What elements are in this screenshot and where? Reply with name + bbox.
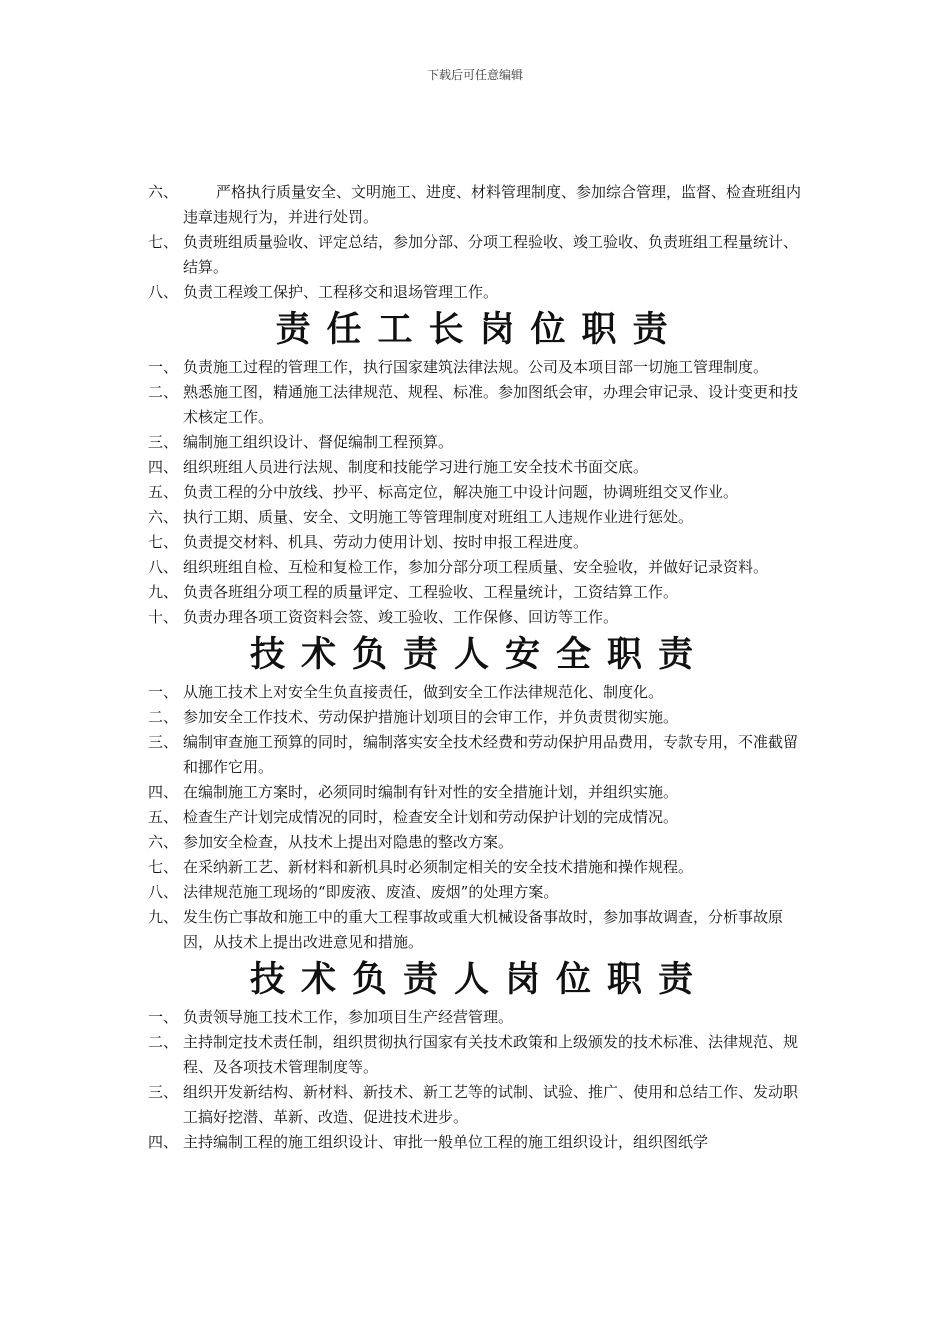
item-text: 组织开发新结构、新材料、新技术、新工艺等的试制、试验、推广、使用和总结工作、发动职工搞好挖潜、革新、改造、促进技术进步。 — [183, 1083, 799, 1126]
item-number: 一、 — [148, 1008, 179, 1026]
item-number: 九、 — [148, 908, 179, 926]
document-body — [148, 180, 803, 1155]
list-item — [148, 705, 803, 730]
list-item — [148, 180, 803, 230]
item-text: 负责工程的分中放线、抄平、标高定位，解决施工中设计问题，协调班组交叉作业。 — [183, 483, 739, 501]
item-text: 编制施工组织设计、督促编制工程预算。 — [183, 433, 454, 451]
list-item — [148, 1005, 803, 1030]
list-item — [148, 555, 803, 580]
item-text: 组织班组人员进行法规、制度和技能学习进行施工安全技术书面交底。 — [183, 458, 649, 476]
list-item — [148, 905, 803, 955]
page-header: 下载后可任意编辑 — [426, 68, 523, 82]
item-text: 熟悉施工图，精通施工法律规范、规程、标准。参加图纸会审，办理会审记录、设计变更和技术核定工作。 — [183, 383, 799, 426]
list-item — [148, 455, 803, 480]
section-continuation — [148, 180, 803, 305]
list-item — [148, 1030, 803, 1080]
list-item — [148, 780, 803, 805]
item-number: 四、 — [148, 1133, 179, 1151]
section-title: 技术负责人安全职责 — [249, 634, 709, 675]
list-item — [148, 830, 803, 855]
item-text: 负责领导施工技术工作，参加项目生产经营管理。 — [183, 1008, 514, 1026]
item-text: 负责提交材料、机具、劳动力使用计划、按时申报工程进度。 — [183, 533, 589, 551]
item-number: 五、 — [148, 483, 179, 501]
list-item — [148, 505, 803, 530]
item-number: 三、 — [148, 733, 179, 751]
list-item — [148, 605, 803, 630]
item-text: 负责办理各项工资资料会签、竣工验收、工作保修、回访等工作。 — [183, 608, 619, 626]
section-title: 技术负责人岗位职责 — [249, 959, 709, 1000]
item-number: 五、 — [148, 808, 179, 826]
item-number: 六、 — [148, 833, 179, 851]
item-number: 三、 — [148, 433, 179, 451]
section-tech-safety-duties — [148, 680, 803, 955]
item-text: 法律规范施工现场的“即废液、废渣、废烟”的处理方案。 — [183, 883, 559, 901]
item-text: 参加安全检查，从技术上提出对隐患的整改方案。 — [183, 833, 514, 851]
item-text: 参加安全工作技术、劳动保护措施计划项目的会审工作，并负责贯彻实施。 — [183, 708, 679, 726]
item-number: 八、 — [148, 883, 179, 901]
list-item — [148, 280, 803, 305]
item-number: 四、 — [148, 458, 179, 476]
list-item — [148, 480, 803, 505]
list-item — [148, 730, 803, 780]
item-text: 主持编制工程的施工组织设计、审批一般单位工程的施工组织设计，组织图纸学 — [183, 1133, 709, 1151]
item-number: 七、 — [148, 858, 179, 876]
item-number: 四、 — [148, 783, 179, 801]
list-item — [148, 680, 803, 705]
item-number: 六、 — [148, 508, 179, 526]
section-tech-post-duties — [148, 1005, 803, 1155]
item-text: 在编制施工方案时，必须同时编制有针对性的安全措施计划，并组织实施。 — [183, 783, 679, 801]
item-number: 三、 — [148, 1083, 179, 1101]
section-foreman-duties — [148, 355, 803, 630]
item-text: 发生伤亡事故和施工中的重大工程事故或重大机械设备事故时，参加事故调查，分析事故原因，从技术上提出改进意见和措施。 — [183, 908, 784, 951]
item-number: 二、 — [148, 383, 179, 401]
item-text: 负责工程竣工保护、工程移交和退场管理工作。 — [183, 283, 499, 301]
list-item — [148, 855, 803, 880]
item-number: 二、 — [148, 1033, 179, 1051]
item-text: 负责各班组分项工程的质量评定、工程验收、工程量统计，工资结算工作。 — [183, 583, 679, 601]
item-number: 十、 — [148, 608, 179, 626]
item-number: 七、 — [148, 533, 179, 551]
item-text: 主持制定技术责任制，组织贯彻执行国家有关技术政策和上级颁发的技术标准、法律规范、规程、及各项技术管理制度等。 — [183, 1033, 799, 1076]
section-title: 责任工长岗位职责 — [275, 309, 684, 350]
item-text: 负责班组质量验收、评定总结，参加分部、分项工程验收、竣工验收、负责班组工程量统计、结算。 — [183, 233, 799, 276]
item-number: 七、 — [148, 233, 179, 251]
item-number: 六、 — [148, 183, 179, 201]
list-item — [148, 805, 803, 830]
item-number: 八、 — [148, 283, 179, 301]
list-item — [148, 1130, 803, 1155]
list-item — [148, 430, 803, 455]
item-text: 执行工期、质量、安全、文明施工等管理制度对班组工人违规作业进行惩处。 — [183, 508, 694, 526]
item-number: 九、 — [148, 583, 179, 601]
item-number: 一、 — [148, 358, 179, 376]
item-text: 严格执行质量安全、文明施工、进度、材料管理制度、参加综合管理，监督、检查班组内违章违规行为，并进行处罚。 — [183, 183, 802, 226]
list-item — [148, 230, 803, 280]
list-item — [148, 355, 803, 380]
item-text: 负责施工过程的管理工作，执行国家建筑法律法规。公司及本项目部一切施工管理制度。 — [183, 358, 769, 376]
item-text: 组织班组自检、互检和复检工作，参加分部分项工程质量、安全验收，并做好记录资料。 — [183, 558, 769, 576]
item-text: 编制审查施工预算的同时，编制落实安全技术经费和劳动保护用品费用，专款专用，不准截留和挪作它用。 — [183, 733, 799, 776]
item-number: 二、 — [148, 708, 179, 726]
item-number: 一、 — [148, 683, 179, 701]
list-item — [148, 880, 803, 905]
list-item — [148, 1080, 803, 1130]
list-item — [148, 380, 803, 430]
list-item — [148, 580, 803, 605]
list-item — [148, 530, 803, 555]
item-text: 在采纳新工艺、新材料和新机具时必须制定相关的安全技术措施和操作规程。 — [183, 858, 694, 876]
item-number: 八、 — [148, 558, 179, 576]
item-text: 从施工技术上对安全生负直接责任，做到安全工作法律规范化、制度化。 — [183, 683, 664, 701]
item-text: 检查生产计划完成情况的同时，检查安全计划和劳动保护计划的完成情况。 — [183, 808, 679, 826]
